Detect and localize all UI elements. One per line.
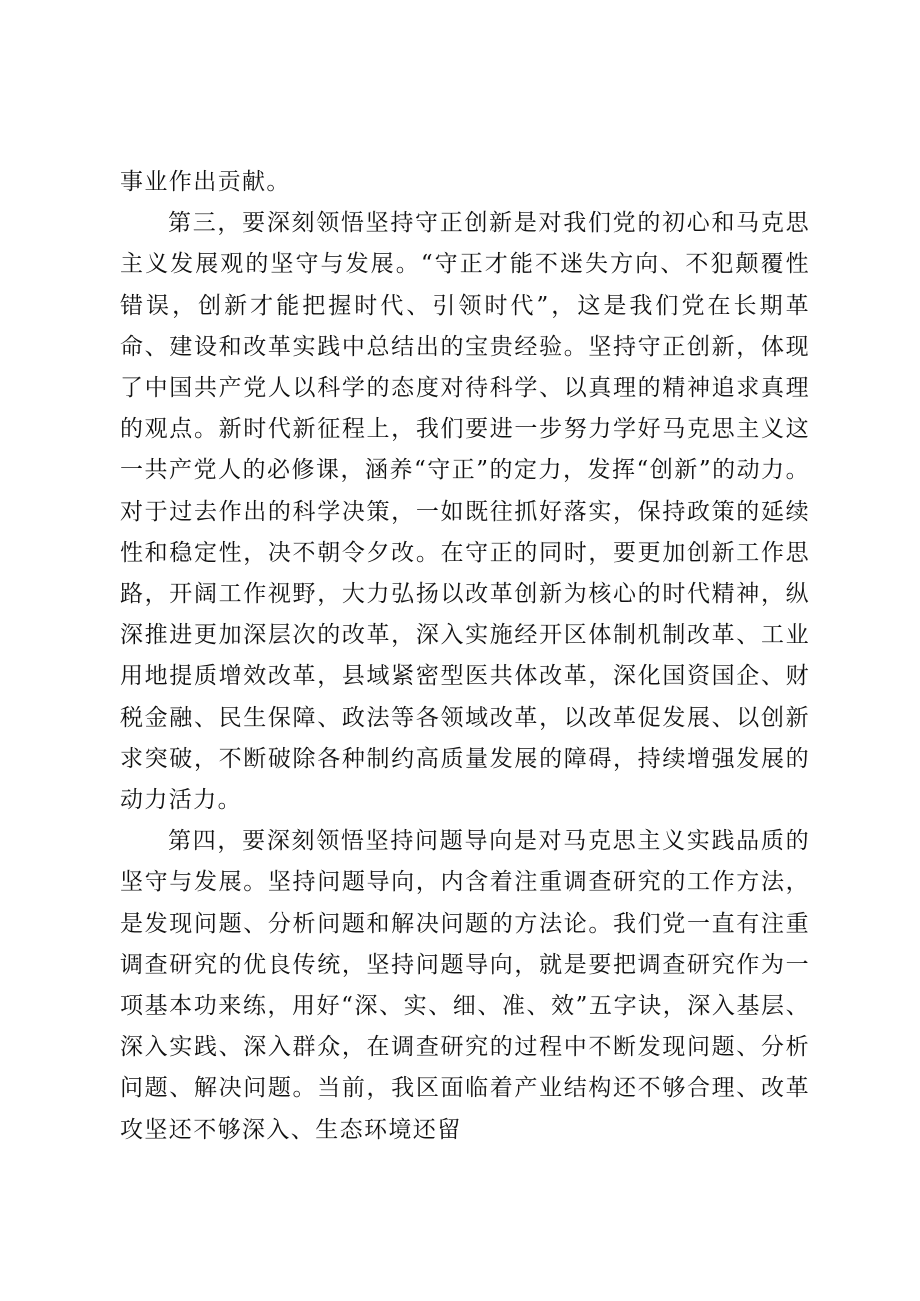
document-body bbox=[120, 162, 810, 1151]
paragraph-continuation: 事业作出贡献。 bbox=[120, 169, 291, 195]
paragraph-fourth-point: 第四，要深刻领悟坚持问题导向是对马克思主义实践品质的坚守与发展。坚持问题导向，内含着注重调查研究的工作方法，是发现问题、分析问题和解决问题的方法论。我们党一直有注重调查研究的优良传统，坚持问题导向，就是要把调查研究作为一项基本功来练，用好“深、实、细、准、效”五字诀，深入基层、深入实践、深入群众，在调查研究的过程中不断发现问题、分析问题、解决问题。当前，我区面临着产业结构还不够合理、改革攻坚还不够深入、生态环境还留 bbox=[120, 828, 810, 1143]
paragraph-third-point: 第三，要深刻领悟坚持守正创新是对我们党的初心和马克思主义发展观的坚守与发展。“守正才能不迷失方向、不犯颠覆性错误，创新才能把握时代、引领时代”，这是我们党在长期革命、建设和改革实践中总结出的宝贵经验。坚持守正创新，体现了中国共产党人以科学的态度对待科学、以真理的精神追求真理的观点。新时代新征程上，我们要进一步努力学好马克思主义这一共产党人的必修课，涵养“守正”的定力，发挥“创新”的动力。对于过去作出的科学决策，一如既往抓好落实，保持政策的延续性和稳定性，决不朝令夕改。在守正的同时，要更加创新工作思路，开阔工作视野，大力弘扬以改革创新为核心的时代精神，纵深推进更加深层次的改革，深入实施经开区体制机制改革、工业用地提质增效改革，县域紧密型医共体改革，深化国资国企、财税金融、民生保障、政法等各领域改革，以改革促发展、以创新求突破，不断破除各种制约高质量发展的障碍，持续增强发展的动力活力。 bbox=[120, 210, 810, 814]
